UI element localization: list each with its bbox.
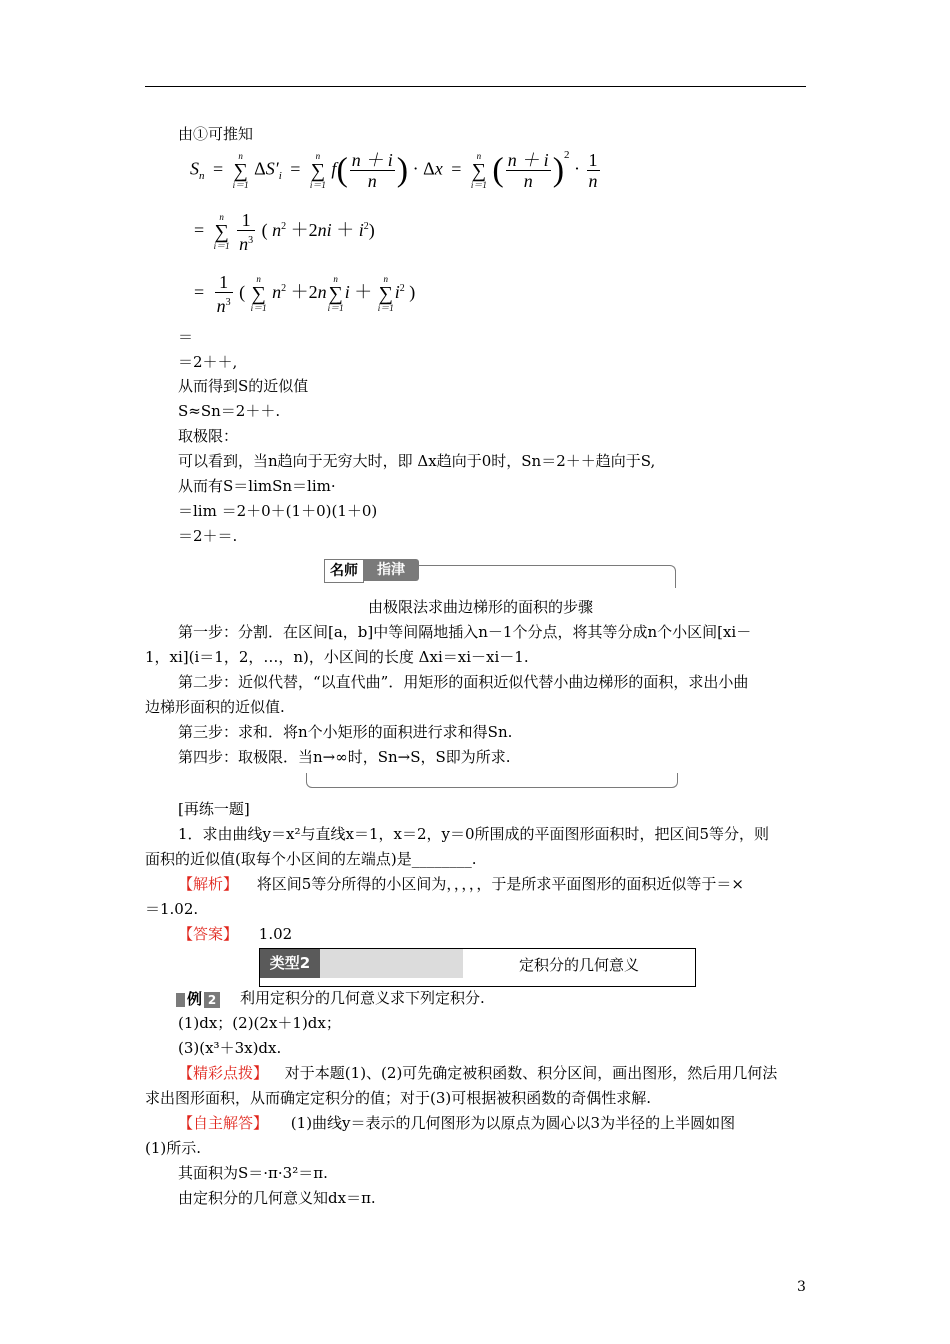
tips-step: 第三步：求和．将n个小矩形的面积进行求和得Sn.: [178, 723, 513, 741]
solution-line: [178, 1113, 735, 1133]
example-label: 例: [187, 990, 203, 1008]
practice-heading: [再练一题]: [178, 800, 250, 818]
equation-subscript: n: [199, 170, 205, 183]
example-number: 2: [204, 992, 220, 1008]
hint-text: 对于本题(1)、(2)可先确定被积函数、积分区间，画出图形，然后用几何法: [284, 1064, 778, 1082]
text-line: 从而得到S的近似值: [178, 377, 309, 395]
section-banner: [259, 948, 696, 987]
tips-step: 1，xi](i＝1，2，…，n)，小区间的长度 Δxi＝xi－xi－1.: [145, 648, 529, 666]
text-line: ＝lim ＝2＋0＋(1＋0)(1＋0): [178, 502, 378, 520]
header-rule: [145, 86, 806, 87]
equation-sn: $S_n$ = n ∑ i＝1 $\Delta S'_i$ = n ∑ i＝1 f( $\frac{n + i}{n}$ ) · Δx = n ∑ i＝1 ( $\frac{n + i}{n}$ )$^2$ · $\frac{1}{n}$: [190, 148, 598, 191]
text-line: ＝: [178, 328, 194, 346]
page-number: 3: [797, 1279, 806, 1295]
analysis-text: ＝1.02.: [145, 900, 199, 918]
practice-question: 面积的近似值(取每个小区间的左端点)是________.: [145, 850, 477, 868]
tips-step: 第四步：取极限．当n→∞时，Sn→S，S即为所求.: [178, 748, 511, 766]
equation-step-2: = n ∑ i＝1 $\frac{1}{n^3}$ ( $n^2 +2ni + i^2$): [194, 210, 375, 254]
solution-text: (1)曲线y＝表示的几何图形为以原点为圆心以3为半径的上半圆如图: [290, 1114, 736, 1132]
tips-title: 由极限法求曲边梯形的面积的步骤: [368, 598, 594, 616]
answer-tag: 【答案】: [178, 925, 239, 943]
example-marker: [176, 993, 185, 1007]
analysis-line: [178, 874, 744, 894]
practice-question: 1．求由曲线y＝x²与直线x＝1，x＝2，y＝0所围成的平面图形面积时，把区间5等分，则: [178, 825, 770, 843]
text-line: 取极限：: [178, 427, 239, 445]
text-line: 由①可推知: [178, 125, 254, 143]
text-line: 可以看到，当n趋向于无穷大时，即 Δx趋向于0时，Sn＝2＋＋趋向于S,: [178, 452, 656, 470]
tips-frame-bottom: [306, 773, 678, 788]
solution-tag: 【自主解答】: [178, 1114, 269, 1132]
tips-step: 边梯形面积的近似值.: [145, 698, 285, 716]
hint-tag: 【精彩点拨】: [178, 1064, 269, 1082]
tips-badge-right: 指津: [377, 562, 405, 578]
analysis-tag: 【解析】: [178, 875, 239, 893]
text-line: S≈Sn＝2＋＋.: [178, 402, 281, 420]
tips-frame-top: [419, 565, 676, 588]
tips-badge-left: 名师: [324, 559, 364, 583]
text-line: 从而有S＝limSn＝lim·: [178, 477, 336, 495]
tips-step: 第二步：近似代替，“以直代曲”．用矩形的面积近似代替小曲边梯形的面积，求出小曲: [178, 673, 749, 691]
section-title: 定积分的几何意义: [518, 956, 639, 974]
tips-header: [306, 559, 676, 587]
example-part: (1)dx；(2)(2x＋1)dx；: [178, 1014, 341, 1032]
equation-step-3: = $\frac{1}{n^3}$ ( n ∑ i＝1 $n^2 +2n$ n ∑ i＝1 i ＋ n ∑ i＝1 $i^2$ ): [194, 272, 416, 316]
example-part: (3)(x³＋3x)dx.: [178, 1039, 282, 1057]
answer-value: 1.02: [258, 925, 293, 943]
section-tag-fill: [320, 949, 463, 978]
text-line: ＝2＋＋,: [178, 353, 238, 371]
example-text: 利用定积分的几何意义求下列定积分.: [240, 989, 485, 1007]
hint-text: 求出图形面积，从而确定定积分的值；对于(3)可根据被积函数的奇偶性求解.: [145, 1089, 652, 1107]
analysis-text: 将区间5等分所得的小区间为，，，，，于是所求平面图形的面积近似等于＝×: [256, 875, 744, 893]
text-line: ＝2＋＝.: [178, 527, 238, 545]
solution-text: (1)所示.: [145, 1139, 202, 1157]
equation-symbol: S: [190, 158, 199, 179]
tips-step: 第一步：分割．在区间[a，b]中等间隔地插入n－1个分点，将其等分成n个小区间[xi－: [178, 623, 752, 641]
solution-text: 其面积为S＝·π·3²＝π.: [178, 1164, 328, 1182]
example-tag: [176, 988, 220, 1009]
solution-text: 由定积分的几何意义知dx＝π.: [178, 1189, 376, 1207]
section-tag: 类型2: [260, 949, 320, 978]
answer-line: [178, 924, 292, 944]
hint-line: [178, 1063, 777, 1083]
